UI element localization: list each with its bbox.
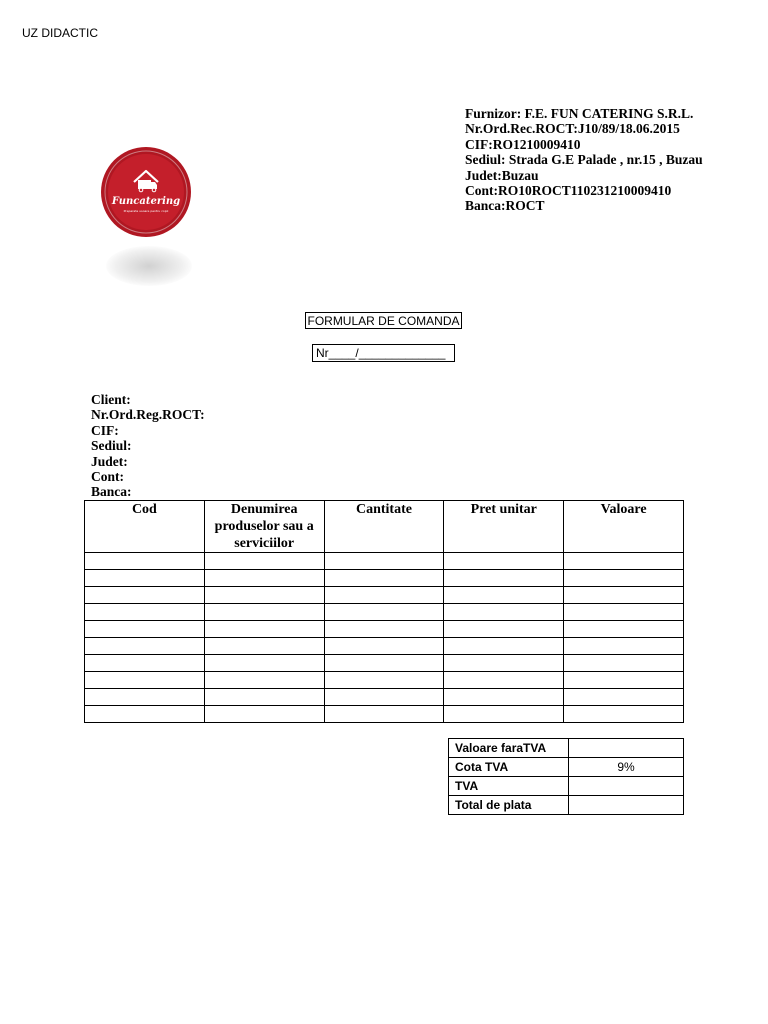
- table-cell[interactable]: [204, 604, 324, 621]
- table-cell[interactable]: [85, 638, 205, 655]
- table-cell[interactable]: [564, 638, 684, 655]
- table-cell[interactable]: [204, 570, 324, 587]
- table-cell[interactable]: [444, 621, 564, 638]
- client-cif-label: CIF:: [91, 422, 119, 438]
- client-address-label: Sediul:: [91, 438, 132, 454]
- table-row: [85, 553, 684, 570]
- table-cell[interactable]: [85, 604, 205, 621]
- client-county-label: Judet:: [91, 453, 128, 469]
- logo-brand-text: Funcatering: [111, 196, 181, 207]
- funcatering-logo-icon: [100, 146, 192, 238]
- totals-value[interactable]: 9%: [569, 758, 684, 777]
- table-cell[interactable]: [564, 570, 684, 587]
- table-row: [85, 655, 684, 672]
- totals-row: [449, 758, 684, 777]
- table-cell[interactable]: [324, 587, 444, 604]
- header-cantitate: Cantitate: [324, 501, 444, 553]
- table-cell[interactable]: [85, 689, 205, 706]
- supplier-bank: Banca:ROCT: [465, 198, 545, 214]
- supplier-address: Sediul: Strada G.E Palade , nr.15 , Buzau: [465, 152, 703, 168]
- table-cell[interactable]: [204, 672, 324, 689]
- table-row: [85, 587, 684, 604]
- client-account-label: Cont:: [91, 469, 124, 485]
- table-cell[interactable]: [444, 672, 564, 689]
- table-row: [85, 621, 684, 638]
- form-number-field: Nr____/_____________: [312, 344, 455, 362]
- table-row: [85, 604, 684, 621]
- table-cell[interactable]: [204, 706, 324, 723]
- table-cell[interactable]: [324, 553, 444, 570]
- supplier-county: Judet:Buzau: [465, 167, 539, 183]
- table-cell[interactable]: [324, 672, 444, 689]
- table-cell[interactable]: [204, 621, 324, 638]
- table-cell[interactable]: [564, 706, 684, 723]
- table-cell[interactable]: [204, 553, 324, 570]
- table-cell[interactable]: [204, 655, 324, 672]
- table-cell[interactable]: [204, 587, 324, 604]
- table-cell[interactable]: [324, 689, 444, 706]
- supplier-account: Cont:RO10ROCT110231210009410: [465, 183, 672, 199]
- client-bank-label: Banca:: [91, 484, 132, 500]
- supplier-cif: CIF:RO1210009410: [465, 136, 581, 152]
- table-cell[interactable]: [324, 621, 444, 638]
- client-name-label: Client:: [91, 392, 131, 407]
- items-table: [84, 500, 684, 723]
- table-row: [85, 689, 684, 706]
- table-cell[interactable]: [204, 638, 324, 655]
- table-row: [85, 706, 684, 723]
- totals-value[interactable]: [569, 796, 684, 815]
- table-cell[interactable]: [564, 604, 684, 621]
- table-cell[interactable]: [444, 604, 564, 621]
- items-header-row: [85, 501, 684, 553]
- header-pret-unitar: Pret unitar: [444, 501, 564, 553]
- table-cell[interactable]: [324, 706, 444, 723]
- table-cell[interactable]: [324, 655, 444, 672]
- company-logo: [100, 146, 192, 238]
- header-valoare: Valoare: [564, 501, 684, 553]
- table-cell[interactable]: [444, 706, 564, 723]
- totals-table: [448, 738, 684, 815]
- totals-row: [449, 796, 684, 815]
- client-info: [91, 392, 205, 500]
- logo-tagline-text: Preparate usoare pentru copii: [123, 209, 169, 213]
- table-cell[interactable]: [444, 587, 564, 604]
- table-cell[interactable]: [564, 587, 684, 604]
- table-cell[interactable]: [85, 655, 205, 672]
- totals-value[interactable]: [569, 777, 684, 796]
- table-cell[interactable]: [564, 672, 684, 689]
- table-row: [85, 672, 684, 689]
- totals-label: Valoare faraTVA: [449, 739, 569, 758]
- table-cell[interactable]: [444, 655, 564, 672]
- table-cell[interactable]: [85, 621, 205, 638]
- form-title: FORMULAR DE COMANDA: [305, 312, 462, 329]
- table-cell[interactable]: [324, 638, 444, 655]
- totals-label: Cota TVA: [449, 758, 569, 777]
- header-cod: Cod: [85, 501, 205, 553]
- logo-shadow: [106, 246, 192, 286]
- table-cell[interactable]: [444, 689, 564, 706]
- table-cell[interactable]: [85, 587, 205, 604]
- table-cell[interactable]: [204, 689, 324, 706]
- totals-value[interactable]: [569, 739, 684, 758]
- supplier-name: Furnizor: F.E. FUN CATERING S.R.L.: [465, 106, 694, 121]
- table-cell[interactable]: [444, 638, 564, 655]
- table-cell[interactable]: [85, 672, 205, 689]
- totals-label: Total de plata: [449, 796, 569, 815]
- table-cell[interactable]: [564, 553, 684, 570]
- supplier-info: [465, 106, 703, 214]
- table-cell[interactable]: [444, 570, 564, 587]
- table-row: [85, 638, 684, 655]
- table-cell[interactable]: [444, 553, 564, 570]
- table-cell[interactable]: [85, 706, 205, 723]
- uz-didactic-label: UZ DIDACTIC: [22, 26, 98, 40]
- table-cell[interactable]: [564, 621, 684, 638]
- totals-row: [449, 777, 684, 796]
- client-reg-label: Nr.Ord.Reg.ROCT:: [91, 407, 205, 423]
- table-cell[interactable]: [324, 604, 444, 621]
- table-cell[interactable]: [85, 570, 205, 587]
- totals-label: TVA: [449, 777, 569, 796]
- table-cell[interactable]: [85, 553, 205, 570]
- table-row: [85, 570, 684, 587]
- header-denumire: Denumirea produselor sau a serviciilor: [204, 501, 324, 553]
- table-cell[interactable]: [324, 570, 444, 587]
- totals-row: [449, 739, 684, 758]
- table-cell[interactable]: [564, 655, 684, 672]
- supplier-reg-number: Nr.Ord.Rec.ROCT:J10/89/18.06.2015: [465, 121, 680, 137]
- table-cell[interactable]: [564, 689, 684, 706]
